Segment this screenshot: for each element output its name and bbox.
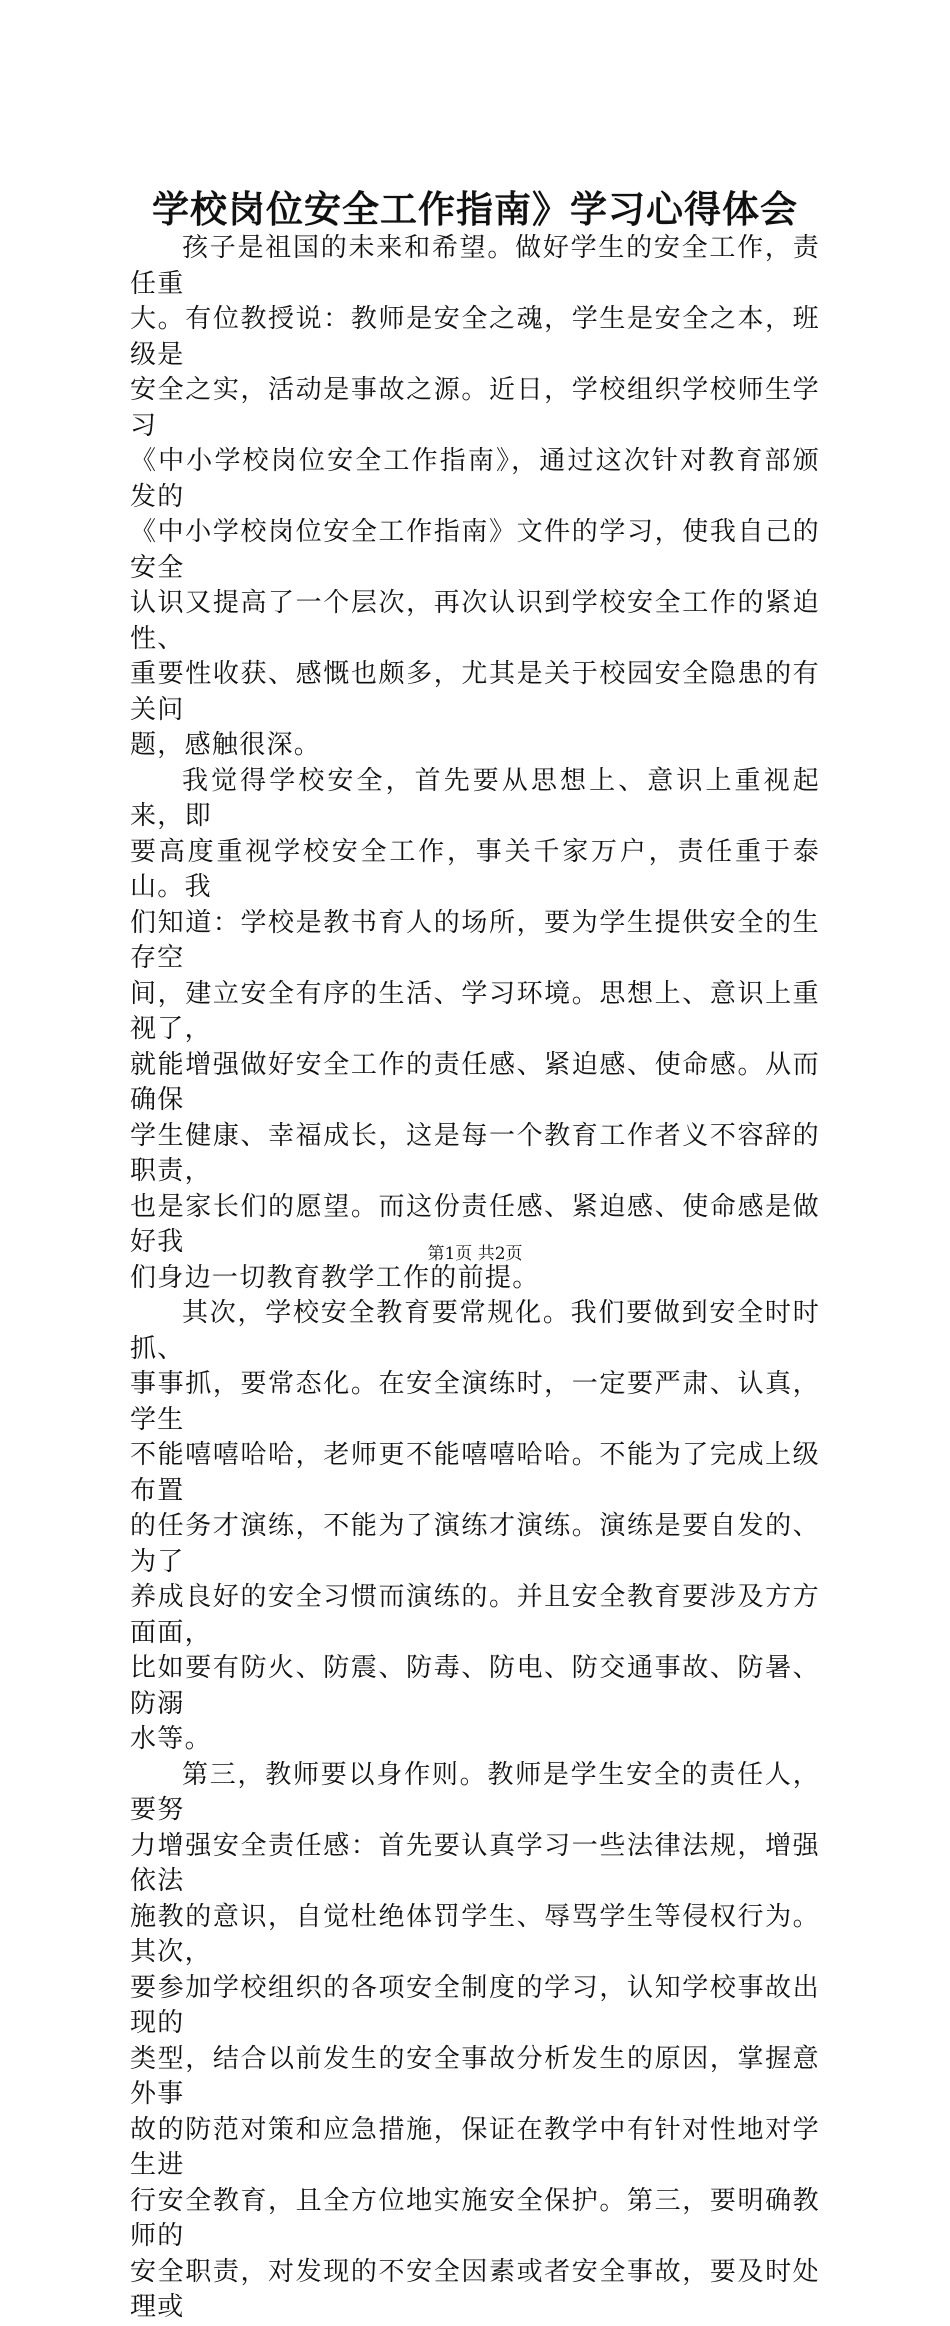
page-footer: 第1页 共2页 xyxy=(427,1244,523,1264)
paragraph-line: 们身边一切教育教学工作的前提。 xyxy=(130,1262,540,1293)
paragraph-line: 施教的意识，自觉杜绝体罚学生、辱骂学生等侵权行为。其次， xyxy=(130,1901,820,1967)
paragraph-line: 故的防范对策和应急措施，保证在教学中有针对性地对学生进 xyxy=(130,2114,820,2180)
paragraph-line: 间，建立安全有序的生活、学习环境。思想上、意识上重视了， xyxy=(130,978,820,1044)
paragraph-line: 类型，结合以前发生的安全事故分析发生的原因，掌握意外事 xyxy=(130,2043,820,2109)
paragraph-line: 学生健康、幸福成长，这是每一个教育工作者义不容辞的职责， xyxy=(130,1120,820,1186)
paragraph-line: 孩子是祖国的未来和希望。做好学生的安全工作，责任重 xyxy=(130,233,820,299)
paragraph-line: 的任务才演练，不能为了演练才演练。演练是要自发的、为了 xyxy=(130,1511,820,1577)
paragraph-line: 养成良好的安全习惯而演练的。并且安全教育要涉及方方面面， xyxy=(130,1582,820,1648)
paragraph-line: 《中小学校岗位安全工作指南》文件的学习，使我自己的安全 xyxy=(130,517,820,583)
paragraph-line: 也是家长们的愿望。而这份责任感、紧迫感、使命感是做好我 xyxy=(130,1191,820,1257)
paragraph-line: 重要性收获、感慨也颇多，尤其是关于校园安全隐患的有关问 xyxy=(130,659,820,725)
paragraph xyxy=(130,764,820,1297)
paragraph-line: 力增强安全责任感：首先要认真学习一些法律法规，增强依法 xyxy=(130,1830,820,1896)
paragraph-line: 不能嘻嘻哈哈，老师更不能嘻嘻哈哈。不能为了完成上级布置 xyxy=(130,1440,820,1506)
paragraph-line: 题，感触很深。 xyxy=(130,730,322,760)
paragraph-line: 要参加学校组织的各项安全制度的学习，认知学校事故出现的 xyxy=(130,1972,820,2038)
paragraph-line: 们知道：学校是教书育人的场所，要为学生提供安全的生存空 xyxy=(130,907,820,973)
paragraph-line: 大。有位教授说：教师是安全之魂，学生是安全之本，班级是 xyxy=(130,304,820,370)
paragraph xyxy=(130,1758,820,2326)
paragraph-line: 行安全教育，且全方位地实施安全保护。第三，要明确教师的 xyxy=(130,2185,820,2251)
paragraph-line: 《中小学校岗位安全工作指南》，通过这次针对教育部颁发的 xyxy=(130,446,820,512)
paragraph-line: 要高度重视学校安全工作，事关千家万户，责任重于泰山。我 xyxy=(130,836,820,902)
paragraph xyxy=(130,1296,820,1758)
paragraph-line: 事事抓，要常态化。在安全演练时，一定要严肃、认真，学生 xyxy=(130,1369,820,1435)
paragraph-line: 我觉得学校安全，首先要从思想上、意识上重视起来，即 xyxy=(130,765,820,831)
paragraph-line: 安全之实，活动是事故之源。近日，学校组织学校师生学习 xyxy=(130,375,820,441)
paragraph-line: 就能增强做好安全工作的责任感、紧迫感、使命感。从而确保 xyxy=(130,1049,820,1115)
document-title: 学校岗位安全工作指南》学习心得体会 xyxy=(152,187,798,231)
document-body xyxy=(130,231,820,2326)
paragraph-line: 第三，教师要以身作则。教师是学生安全的责任人，要努 xyxy=(130,1759,820,1825)
paragraph-line: 其次，学校安全教育要常规化。我们要做到安全时时抓、 xyxy=(130,1298,820,1364)
paragraph-line: 比如要有防火、防震、防毒、防电、防交通事故、防暑、防溺 xyxy=(130,1653,820,1719)
paragraph-line: 安全职责，对发现的不安全因素或者安全事故，要及时处理或 xyxy=(130,2256,820,2322)
paragraph-line: 认识又提高了一个层次，再次认识到学校安全工作的紧迫性、 xyxy=(130,588,820,654)
paragraph-line: 水等。 xyxy=(130,1724,212,1754)
paragraph xyxy=(130,231,820,764)
